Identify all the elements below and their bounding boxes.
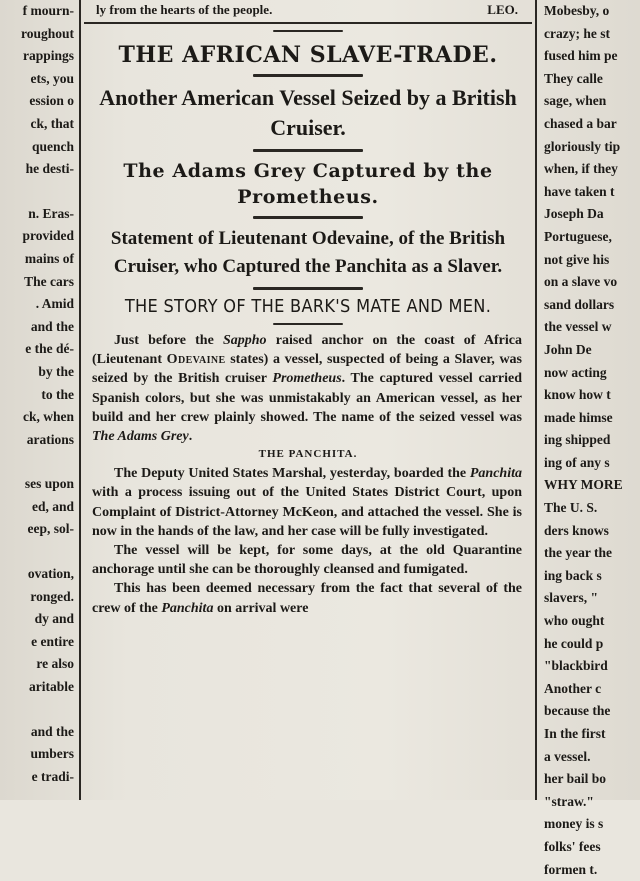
head-divider <box>253 287 363 290</box>
right-column-line: ing back s <box>544 567 602 583</box>
left-column-line: ses upon <box>24 476 74 492</box>
head-divider <box>273 323 343 325</box>
left-column-line: and the <box>30 723 74 739</box>
right-column-line: Portuguese, <box>544 228 612 244</box>
left-column-line: provided <box>22 228 74 244</box>
right-column-line: he could p <box>544 635 604 651</box>
left-column-line: eep, sol- <box>27 521 74 537</box>
paragraph-gap <box>0 181 76 203</box>
headline-deck-1: Another American Vessel Seized by a British Cruiser. <box>99 85 517 140</box>
left-column-line: e tradi- <box>31 768 74 784</box>
left-column-line: ck, when <box>22 409 74 425</box>
right-column-line: crazy; he st <box>544 25 610 41</box>
left-column-line: ck, that <box>30 115 74 131</box>
subhead-panchita: THE PANCHITA. <box>258 448 358 461</box>
right-column-line: They calle <box>544 70 603 86</box>
left-column-line: and the <box>30 318 74 334</box>
article-paragraph-2: The Deputy United States Marshal, yesterday, boarded the Panchita with a process issuing out of the United States District Court, upon Complaint of District-Attorney McKeon, and attached the vessel. She is now in the hands of the law, and her case will be fully investigated. <box>92 466 522 539</box>
left-column-line: ronged. <box>30 588 74 604</box>
top-line-signature: LEO. <box>487 2 518 17</box>
headline-deck-2: The Adams Grey Captured by the Prometheus. <box>123 160 493 208</box>
right-column-line: sand dollars <box>544 296 615 312</box>
paragraph-gap <box>0 699 76 721</box>
paragraph-gap <box>0 451 76 473</box>
right-column-line: now acting <box>544 364 607 380</box>
right-column-line: who ought <box>544 613 605 629</box>
right-column-line: the vessel w <box>544 319 612 335</box>
left-column-line: re also <box>36 656 74 672</box>
right-column-line: ing of any s <box>544 454 610 470</box>
right-column-line: money is s <box>544 816 604 832</box>
right-column-line: Joseph Da <box>544 206 604 222</box>
right-column-line: folks' fees <box>544 838 601 854</box>
right-column-line: know how t <box>544 387 611 403</box>
headline-deck-3: Statement of Lieutenant Odevaine, of the British Cruiser, who Captured the Panchita as a Slaver. <box>110 228 506 277</box>
left-column-line: arations <box>26 431 74 447</box>
main-article-column <box>84 0 532 618</box>
headline-main: THE AFRICAN SLAVE-TRADE. <box>118 42 498 68</box>
right-column-line: the year the <box>544 545 612 561</box>
left-column-line: ed, and <box>31 498 74 514</box>
left-column-line: quench <box>31 138 74 154</box>
right-column-line: when, if they <box>544 161 618 177</box>
right-column-line: In the first <box>544 726 606 741</box>
right-column-line: ders knows <box>544 522 609 538</box>
left-column-line: umbers <box>30 746 74 762</box>
column-rule-left <box>79 0 81 800</box>
paragraph-gap <box>0 541 76 563</box>
article-paragraph-3: The vessel will be kept, for some days, at the old Quarantine anchorage until she can be thoroughly cleansed and fumigated. <box>92 543 522 578</box>
right-column-line: sage, when <box>544 93 607 109</box>
head-divider <box>253 216 363 219</box>
right-column-line: "blackbird <box>544 658 608 674</box>
left-column-line: ession o <box>29 93 74 109</box>
right-column-fragment <box>540 0 640 881</box>
right-column-line: Mobesby, o <box>544 3 610 18</box>
right-column-line: slavers, " <box>544 590 598 606</box>
left-column-line: e the dé- <box>25 341 74 357</box>
column-rule-right <box>535 0 537 800</box>
right-column-line: her bail bo <box>544 771 607 787</box>
head-divider <box>253 74 363 77</box>
top-line-text: ly from the hearts of the people. <box>96 2 273 17</box>
right-column-line: fused him pe <box>544 48 618 64</box>
top-rule <box>84 22 532 24</box>
column-top-line <box>84 0 532 20</box>
head-divider <box>253 149 363 152</box>
left-column-line: to the <box>41 386 74 402</box>
left-column-line: by the <box>38 363 74 379</box>
left-column-line: roughout <box>20 25 74 41</box>
left-column-line: e entire <box>31 633 74 649</box>
right-column-line: ing shipped <box>544 432 611 448</box>
left-column-line: dy and <box>34 611 74 627</box>
right-column-line: formen t. <box>544 861 598 877</box>
left-column-line: aritable <box>29 679 74 695</box>
left-column-line: ets, you <box>30 70 74 86</box>
right-column-line: on a slave vo <box>544 274 618 290</box>
article-paragraph-1: Just before the Sappho raised anchor on the coast of Africa (Lieutenant Odevaine states) a vessel, suspected of being a Slaver, was seized by the British cruiser Prometheus. The captured vessel carried Spanish colors, but she was unmistakably an American vessel, as her build and her crew plainly showed. The name of the seized vessel was The Adams Grey. <box>92 333 522 445</box>
left-column-line: ovation, <box>27 566 74 582</box>
right-column-line: The U. S. <box>544 500 598 516</box>
right-column-line: Another c <box>544 680 602 696</box>
head-divider <box>273 30 343 32</box>
right-column-line: "straw." <box>544 793 594 809</box>
right-column-line: John De <box>544 341 592 357</box>
left-column-line: mains of <box>24 250 74 266</box>
left-column-line: f mourn- <box>22 3 74 18</box>
article-paragraph-4: This has been deemed necessary from the fact that several of the crew of the Panchita on arrival were <box>92 581 522 616</box>
right-column-line: WHY MORE <box>544 477 623 493</box>
right-column-line: a vessel. <box>544 748 591 764</box>
left-column-line: The cars <box>24 273 74 289</box>
left-column-line: he desti- <box>25 161 74 177</box>
left-column-line: n. Eras- <box>28 205 74 221</box>
left-column-line: rappings <box>22 48 74 64</box>
right-column-line: have taken t <box>544 183 615 199</box>
left-column-line: . Amid <box>35 296 74 312</box>
right-column-line: not give his <box>544 251 610 267</box>
right-column-line: made himse <box>544 409 613 425</box>
right-column-line: gloriously tip <box>544 138 621 154</box>
left-column-fragment <box>0 0 76 788</box>
right-column-line: chased a bar <box>544 115 617 131</box>
headline-deck-4: THE STORY OF THE BARK'S MATE AND MEN. <box>124 296 492 317</box>
right-column-line: because the <box>544 703 611 719</box>
